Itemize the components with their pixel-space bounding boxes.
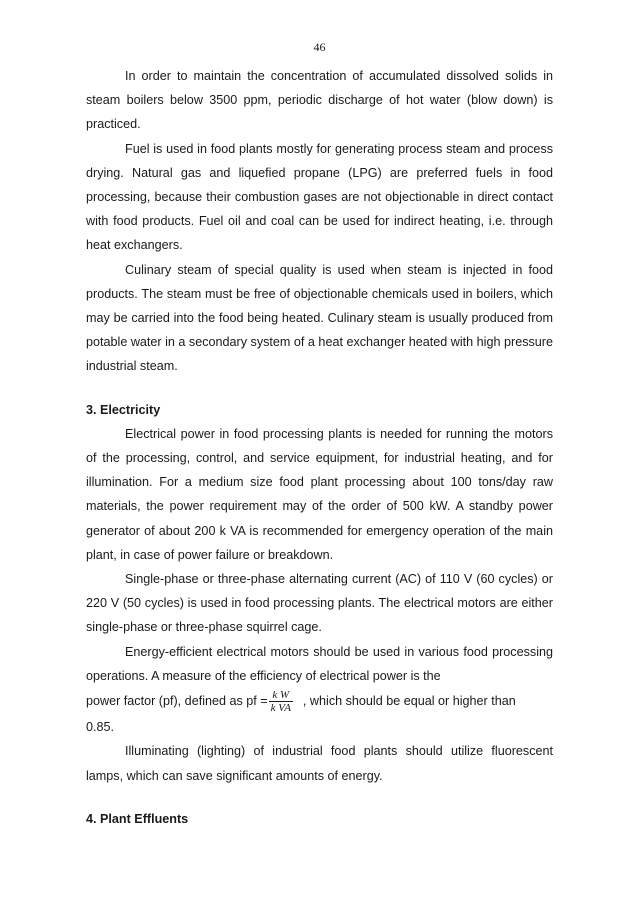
paragraph-alternating-current: Single-phase or three-phase alternating current (AC) of 110 V (60 cycles) or 220 V (50 cycles) is used in food processing plants. The electrical motors are either single-phase or three-phase squirrel cage. bbox=[86, 572, 553, 635]
section-gap bbox=[86, 788, 553, 807]
body-text bbox=[86, 64, 553, 831]
paragraph-energy-efficient-motors: Energy-efficient electrical motors should be used in various food processing operations. A measure of the efficiency of electrical power is the bbox=[86, 644, 553, 683]
power-factor-line bbox=[86, 689, 553, 714]
section-heading-plant-effluents: 4. Plant Effluents bbox=[86, 811, 189, 826]
formula-numerator: k W bbox=[269, 689, 293, 702]
paragraph-lighting: Illuminating (lighting) of industrial food plants should utilize fluorescent lamps, which can save significant amounts of energy. bbox=[86, 744, 553, 783]
paragraph-blowdown: In order to maintain the concentration of accumulated dissolved solids in steam boilers below 3500 ppm, periodic discharge of hot water (blow down) is practiced. bbox=[86, 69, 553, 132]
power-factor-tail: , which should be equal or higher than bbox=[302, 694, 516, 709]
paragraph-power-factor-value: 0.85. bbox=[86, 720, 115, 735]
paragraph-fuel: Fuel is used in food plants mostly for generating process steam and process drying. Natural gas and liquefied propane (LPG) are preferred fuels in food processing, because their combustion gases are not objectionable in direct contact with food products. Fuel oil and coal can be used for indirect heating, i.e. through heat exchangers. bbox=[86, 141, 553, 253]
power-factor-formula bbox=[269, 689, 293, 714]
section-heading-electricity: 3. Electricity bbox=[86, 402, 161, 417]
paragraph-culinary-steam: Culinary steam of special quality is used when steam is injected in food products. The steam must be free of objectionable chemicals used in boilers, which may be carried into the food being heated. Culinary steam is usually produced from potable water in a secondary system of a heat exchanger heated with high pressure industrial steam. bbox=[86, 262, 553, 374]
paragraph-electrical-power: Electrical power in food processing plants is needed for running the motors of the processing, control, and service equipment, for industrial heating, and for illumination. For a medium size food plant processing about 100 tons/day raw materials, the power requirement may of the order of 500 kW. A standby power generator of about 200 k VA is recommended for emergency operation of the main plant, in case of power failure or breakdown. bbox=[86, 426, 553, 562]
power-factor-lead: power factor (pf), defined as pf = bbox=[86, 694, 268, 709]
formula-denominator: k VA bbox=[270, 702, 291, 715]
page-number: 46 bbox=[313, 40, 326, 54]
section-gap bbox=[86, 379, 553, 398]
